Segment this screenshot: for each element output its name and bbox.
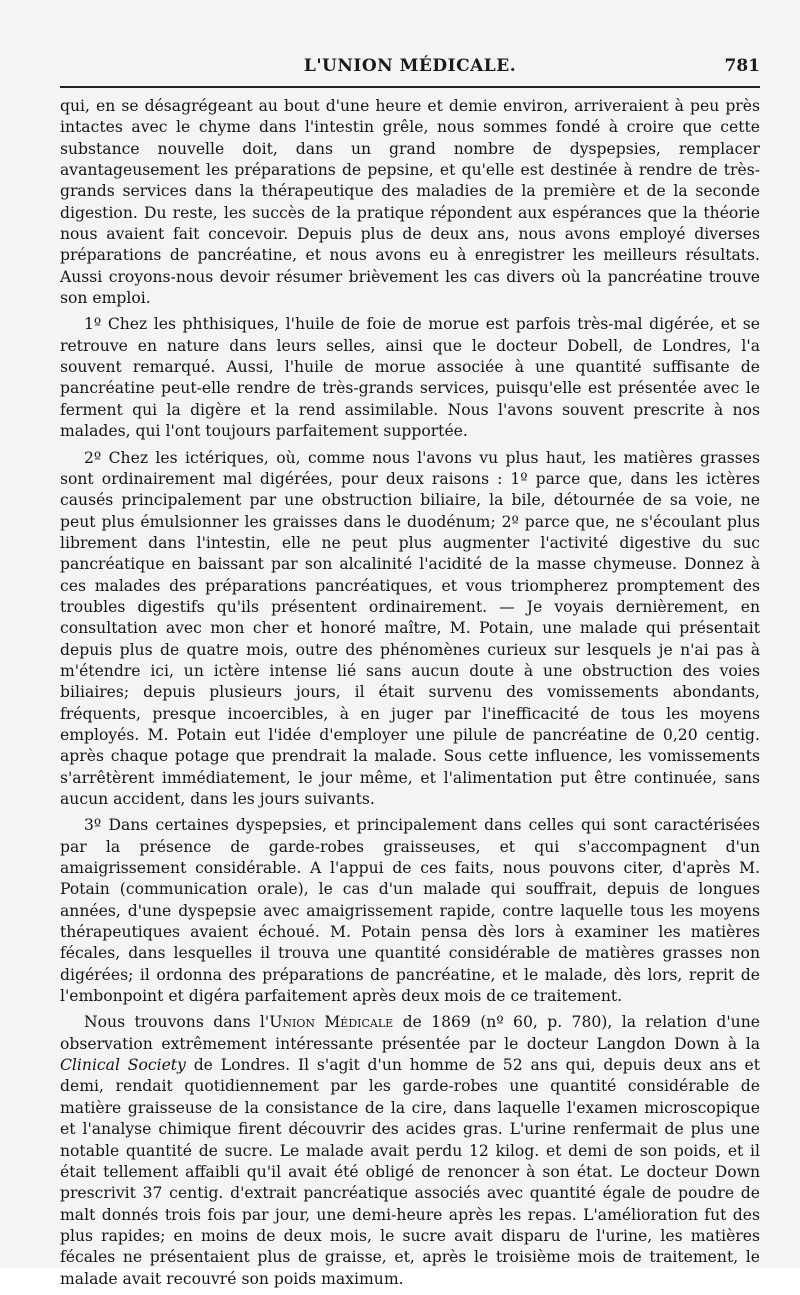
paragraph-observation-text-c: de Londres. Il s'agit d'un homme de 52 ans qui, depuis deux ans et demi, rendait quotidiennement par les garde-robes une quantité considérable de matière graisseuse de la consistance de la cire, dans laquelle l'examen microscopique et l'analyse chimique firent découvrir des acides gras. L'urine renfermait de plus une notable quantité de sucre. Le malade avait perdu 12 kilog. et demi de son poids, et il était tellement affaibli qu'il avait été obligé de renoncer à son état. Le docteur Down prescrivit 37 centig. d'extrait pancréatique associés avec quantité égale de poudre de malt donnés trois fois par jour, une demi-heure après les repas. L'amélioration fut des plus rapides; en moins de deux mois, le sucre avait disparu de l'urine, les matières fécales ne présentaient plus de graisse, et, après le troisième mois de traitement, le malade avait recouvré son poids maximum. xyxy=(60,1056,760,1288)
page-header xyxy=(60,52,760,82)
paragraph-continuation: qui, en se désagrégeant au bout d'une heure et demie environ, arriveraient à peu près intactes avec le chyme dans l'intestin grêle, nous sommes fondé à croire que cette substance nouvelle doit, dans un grand nombre de dyspepsies, remplacer avantageusement les préparations de pepsine, et qu'elle est destinée à rendre de très-grands services dans la thérapeutique des maladies de la première et de la seconde digestion. Du reste, les succès de la pratique répondent aux espérances que la théorie nous avaient fait concevoir. Depuis plus de deux ans, nous avons employé diverses préparations de pancréatine, et nous avons eu à enregistrer les meilleurs résultats. Aussi croyons-nous devoir résumer brièvement les cas divers où la pancréatine trouve son emploi. xyxy=(60,97,760,308)
page-number: 781 xyxy=(724,56,760,76)
header-rule xyxy=(60,86,760,88)
paragraph-icteriques: 2º Chez les ictériques, où, comme nous l'avons vu plus haut, les matières grasses sont ordinairement mal digérées, pour deux raisons : 1º parce que, dans les ictères causés principalement par une obstruction biliaire, la bile, détournée de sa voie, ne peut plus émulsionner les graisses dans le duodénum; 2º parce que, ne s'écoulant plus librement dans l'intestin, elle ne peut plus augmenter l'activité digestive du suc pancréatique en baissant par son alcalinité l'acidité de la masse chymeuse. Donnez à ces malades des préparations pancréatiques, et vous triompherez promptement des troubles digestifs qu'ils présentent ordinairement. — Je voyais dernièrement, en consultation avec mon cher et honoré maître, M. Potain, une malade qui présentait depuis plus de quatre mois, outre des phénomènes curieux sur lesquels je n'ai pas à m'étendre ici, un ictère intense lié sans aucun doute à une obstruction des voies biliaires; depuis plusieurs jours, il était survenu des vomissements abondants, fréquents, presque incoercibles, à en juger par l'inefficacité de tous les moyens employés. M. Potain eut l'idée d'employer une pilule de pancréatine de 0,20 centig. après chaque potage que prendrait la malade. Sous cette influence, les vomissements s'arrêtèrent immédiatement, le jour même, et l'alimentation put être continuée, sans aucun accident, dans les jours suivants. xyxy=(60,448,760,808)
running-title: L'UNION MÉDICALE. xyxy=(303,56,517,76)
paragraph-observation xyxy=(60,1012,760,1289)
paragraph-dyspepsies: 3º Dans certaines dyspepsies, et principalement dans celles qui sont caractérisées par la présence de garde-robes graisseuses, et qui s'accompagnent d'un amaigrissement considérable. A l'appui de ces faits, nous pouvons citer, d'après M. Potain (communication orale), le cas d'un malade qui souffrait, depuis de longues années, d'une dyspepsie avec amaigrissement rapide, contre laquelle tous les moyens thérapeutiques avaient échoué. M. Potain pensa dès lors à examiner les matières fécales, dans lesquelles il trouva une quantité considérable de matières grasses non digérées; il ordonna des préparations de pancréatine, et le malade, dès lors, reprit de l'embonpoint et digéra parfaitement après deux mois de ce traitement. xyxy=(60,816,760,1006)
society-name: Clinical Society xyxy=(60,1056,186,1075)
paragraph-observation-text-a: Nous trouvons dans l' xyxy=(84,1013,270,1032)
journal-name: Union Médicale xyxy=(269,1013,394,1032)
article-body xyxy=(60,96,760,1295)
paragraph-phthisiques: 1º Chez les phthisiques, l'huile de foie de morue est parfois très-mal digérée, et se retrouve en nature dans leurs selles, ainsi que le docteur Dobell, de Londres, l'a souvent remarqué. Aussi, l'huile de morue associée à une quantité suffisante de pancréatine peut-elle rendre de très-grands services, puisqu'elle est présentée avec le ferment qui la digère et la rend assimilable. Nous l'avons souvent prescrite à nos malades, qui l'ont toujours parfaitement supportée. xyxy=(60,315,760,441)
paragraph-observation-text-b: de 1869 (nº 60, p. 780), la relation d'une observation extrêmement intéressante présentée par le docteur Langdon Down à la xyxy=(60,1013,760,1053)
